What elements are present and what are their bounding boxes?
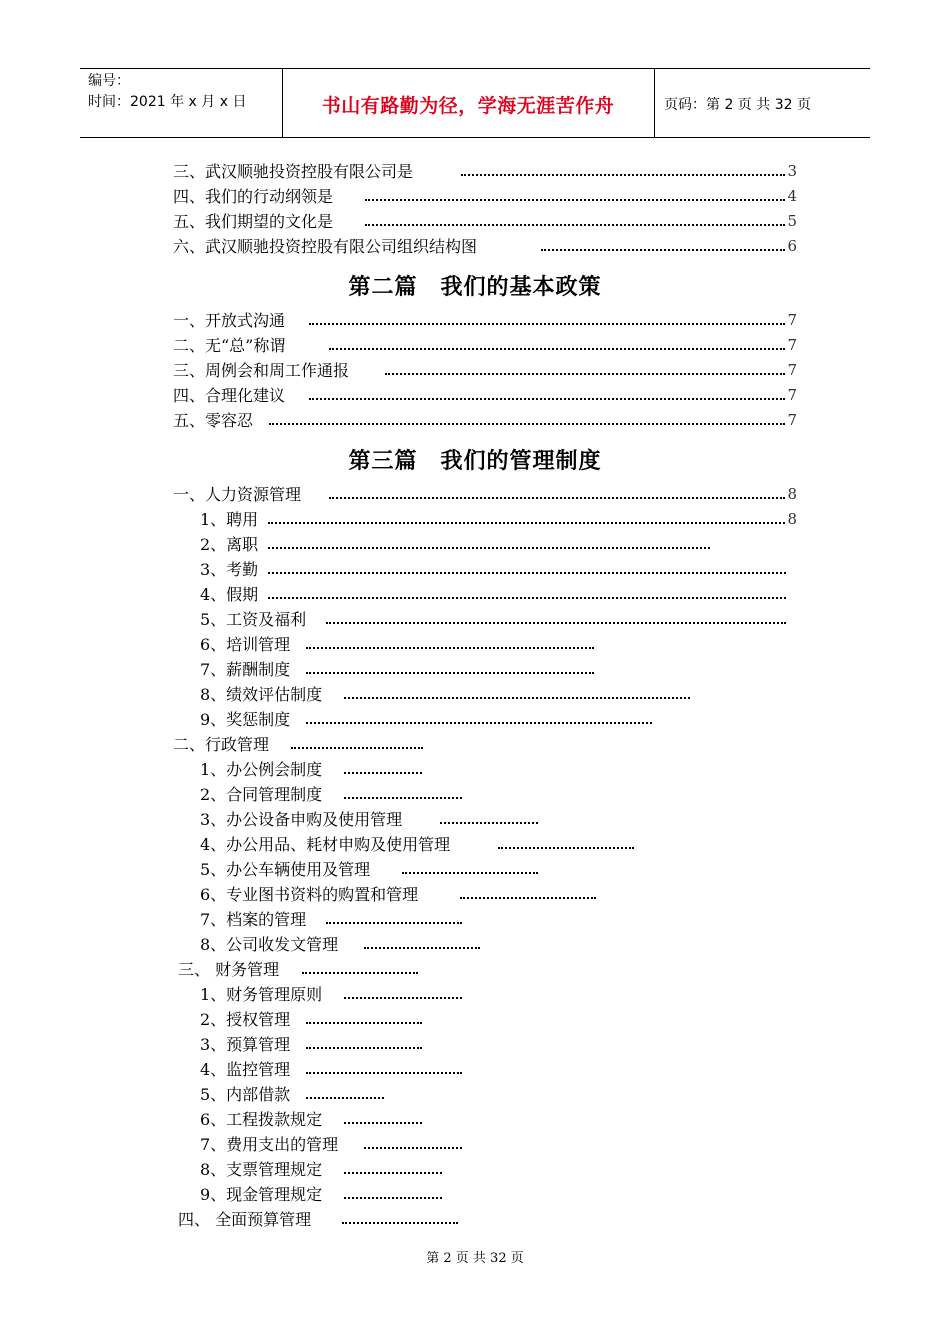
- toc-entry-label: 五、零容忍: [173, 411, 254, 430]
- toc-leader: [306, 1070, 462, 1074]
- toc-entry[interactable]: [200, 1057, 462, 1082]
- toc-entry[interactable]: [200, 1132, 462, 1157]
- toc-leader: [291, 745, 423, 749]
- toc-entry-label: 四、合理化建议: [173, 386, 286, 405]
- toc-page-number: 8: [787, 510, 797, 528]
- toc-entry[interactable]: [173, 408, 797, 433]
- toc-leader: [342, 1220, 458, 1224]
- toc-entry-label: 四、我们的行动纲领是: [173, 187, 334, 206]
- toc-entry-label: 6、培训管理: [200, 635, 291, 654]
- header-page-number: 页码：第 2 页 共 32 页: [664, 97, 811, 113]
- toc-leader: [326, 620, 786, 624]
- toc-entry-label: 三、 财务管理: [178, 960, 280, 979]
- toc-page-number: 5: [787, 212, 797, 230]
- toc-entry-label: 7、费用支出的管理: [200, 1135, 339, 1154]
- toc-leader: [461, 172, 785, 176]
- toc-leader: [364, 945, 480, 949]
- toc-entry[interactable]: [200, 582, 786, 607]
- toc-entry[interactable]: [173, 482, 797, 507]
- toc-entry[interactable]: [178, 1207, 458, 1232]
- toc-entry[interactable]: [178, 957, 418, 982]
- page-header: [80, 68, 870, 138]
- toc-page-number: 4: [787, 187, 797, 205]
- header-divider: [654, 69, 655, 137]
- toc-leader: [306, 670, 594, 674]
- toc-leader: [344, 770, 422, 774]
- toc-entry-label: 9、现金管理规定: [200, 1185, 323, 1204]
- toc-entry-label: 7、档案的管理: [200, 910, 307, 929]
- toc-leader: [268, 570, 786, 574]
- toc-entry[interactable]: [200, 832, 634, 857]
- toc-entry-label: 1、办公例会制度: [200, 760, 323, 779]
- toc-entry-label: 1、财务管理原则: [200, 985, 323, 1004]
- toc-entry-label: 7、薪酬制度: [200, 660, 291, 679]
- toc-entry-label: 六、武汉顺驰投资控股有限公司组织结构图: [173, 237, 478, 256]
- toc-entry[interactable]: [200, 1032, 422, 1057]
- toc-leader: [329, 495, 785, 499]
- toc-entry[interactable]: [200, 757, 422, 782]
- toc-entry-label: 9、奖惩制度: [200, 710, 291, 729]
- toc-entry[interactable]: [200, 807, 538, 832]
- document-date-label: 时间：2021 年 x 月 x 日: [88, 94, 247, 110]
- page-footer: 第 2 页 共 32 页: [426, 1251, 524, 1266]
- toc-entry-label: 1、聘用: [200, 510, 259, 529]
- toc-entry[interactable]: [200, 1182, 442, 1207]
- toc-entry-label: 8、公司收发文管理: [200, 935, 339, 954]
- toc-leader: [329, 346, 785, 350]
- toc-entry[interactable]: [200, 707, 652, 732]
- toc-leader: [306, 645, 594, 649]
- toc-entry-label: 三、武汉顺驰投资控股有限公司是: [173, 162, 414, 181]
- toc-entry-label: 3、预算管理: [200, 1035, 291, 1054]
- toc-page-number: 7: [787, 411, 797, 429]
- toc-entry[interactable]: [173, 234, 797, 259]
- toc-leader: [440, 820, 538, 824]
- toc-leader: [309, 396, 785, 400]
- header-meta: [88, 71, 246, 113]
- toc-entry[interactable]: [200, 657, 594, 682]
- toc-entry[interactable]: [200, 907, 462, 932]
- toc-entry-label: 4、办公用品、耗材申购及使用管理: [200, 835, 451, 854]
- toc-page-number: 7: [787, 311, 797, 329]
- toc-leader: [344, 695, 690, 699]
- toc-leader: [460, 895, 596, 899]
- header-motto: 书山有路勤为径，学海无涯苦作舟: [321, 95, 615, 117]
- toc-leader: [365, 197, 785, 201]
- toc-entry[interactable]: [200, 682, 690, 707]
- toc-entry[interactable]: [173, 333, 797, 358]
- toc-entry[interactable]: [200, 507, 797, 532]
- toc-entry[interactable]: [200, 1157, 442, 1182]
- toc-page-number: 3: [787, 162, 797, 180]
- toc-entry-label: 二、无“总”称谓: [173, 336, 286, 355]
- toc-leader: [268, 545, 710, 549]
- toc-entry[interactable]: [173, 732, 423, 757]
- toc-entry-label: 一、开放式沟通: [173, 311, 286, 330]
- toc-page-number: 7: [787, 336, 797, 354]
- toc-entry-label: 6、工程拨款规定: [200, 1110, 323, 1129]
- toc-entry[interactable]: [200, 1082, 384, 1107]
- toc-entry[interactable]: [200, 532, 710, 557]
- toc-entry[interactable]: [200, 607, 786, 632]
- toc-entry-label: 5、办公车辆使用及管理: [200, 860, 371, 879]
- toc-leader: [344, 995, 462, 999]
- toc-entry[interactable]: [200, 1007, 422, 1032]
- toc-leader: [306, 1045, 422, 1049]
- toc-page-number: 6: [787, 237, 797, 255]
- toc-leader: [268, 595, 786, 599]
- toc-entry[interactable]: [173, 358, 797, 383]
- toc-leader: [344, 1195, 442, 1199]
- toc-entry[interactable]: [173, 209, 797, 234]
- toc-entry-label: 一、人力资源管理: [173, 485, 302, 504]
- toc-entry[interactable]: [200, 857, 538, 882]
- toc-entry-label: 8、支票管理规定: [200, 1160, 323, 1179]
- toc-leader: [326, 920, 462, 924]
- section-title: 第二篇 我们的基本政策: [348, 275, 602, 300]
- toc-leader: [269, 421, 785, 425]
- toc-entry[interactable]: [200, 882, 596, 907]
- toc-leader: [306, 720, 652, 724]
- toc-entry-label: 3、办公设备申购及使用管理: [200, 810, 403, 829]
- toc-entry[interactable]: [173, 383, 797, 408]
- toc-entry-label: 6、专业图书资料的购置和管理: [200, 885, 419, 904]
- toc-leader: [344, 795, 462, 799]
- toc-entry-label: 4、假期: [200, 585, 259, 604]
- toc-entry[interactable]: [173, 184, 797, 209]
- toc-entry-label: 5、工资及福利: [200, 610, 307, 629]
- toc-entry[interactable]: [200, 932, 480, 957]
- toc-entry[interactable]: [200, 1107, 422, 1132]
- toc-entry-label: 二、行政管理: [173, 735, 270, 754]
- toc-entry-label: 三、周例会和周工作通报: [173, 361, 350, 380]
- toc-leader: [306, 1095, 384, 1099]
- toc-leader: [365, 222, 785, 226]
- section-title: 第三篇 我们的管理制度: [348, 449, 602, 474]
- toc-entry-label: 四、 全面预算管理: [178, 1210, 312, 1229]
- toc-leader: [402, 870, 538, 874]
- toc-leader: [268, 520, 785, 524]
- toc-entry-label: 2、合同管理制度: [200, 785, 323, 804]
- toc-entry[interactable]: [200, 782, 462, 807]
- toc-entry-label: 2、离职: [200, 535, 259, 554]
- toc-leader: [344, 1170, 442, 1174]
- toc-entry-label: 3、考勤: [200, 560, 259, 579]
- toc-entry-label: 五、我们期望的文化是: [173, 212, 334, 231]
- toc-leader: [498, 845, 634, 849]
- toc-page-number: 8: [787, 485, 797, 503]
- toc-entry[interactable]: [173, 159, 797, 184]
- toc-page-number: 7: [787, 361, 797, 379]
- toc-entry[interactable]: [200, 982, 462, 1007]
- toc-entry[interactable]: [200, 557, 786, 582]
- toc-leader: [344, 1120, 422, 1124]
- toc-leader: [306, 1020, 422, 1024]
- toc-leader: [309, 321, 785, 325]
- document-number-label: 编号：: [88, 73, 130, 89]
- toc-entry-label: 4、监控管理: [200, 1060, 291, 1079]
- toc-leader: [364, 1145, 462, 1149]
- toc-page-number: 7: [787, 386, 797, 404]
- toc-entry-label: 5、内部借款: [200, 1085, 291, 1104]
- toc-entry[interactable]: [200, 632, 594, 657]
- toc-entry-label: 2、授权管理: [200, 1010, 291, 1029]
- toc-entry-label: 8、绩效评估制度: [200, 685, 323, 704]
- toc-leader: [541, 247, 785, 251]
- toc-leader: [302, 970, 418, 974]
- toc-entry[interactable]: [173, 308, 797, 333]
- toc-leader: [385, 371, 785, 375]
